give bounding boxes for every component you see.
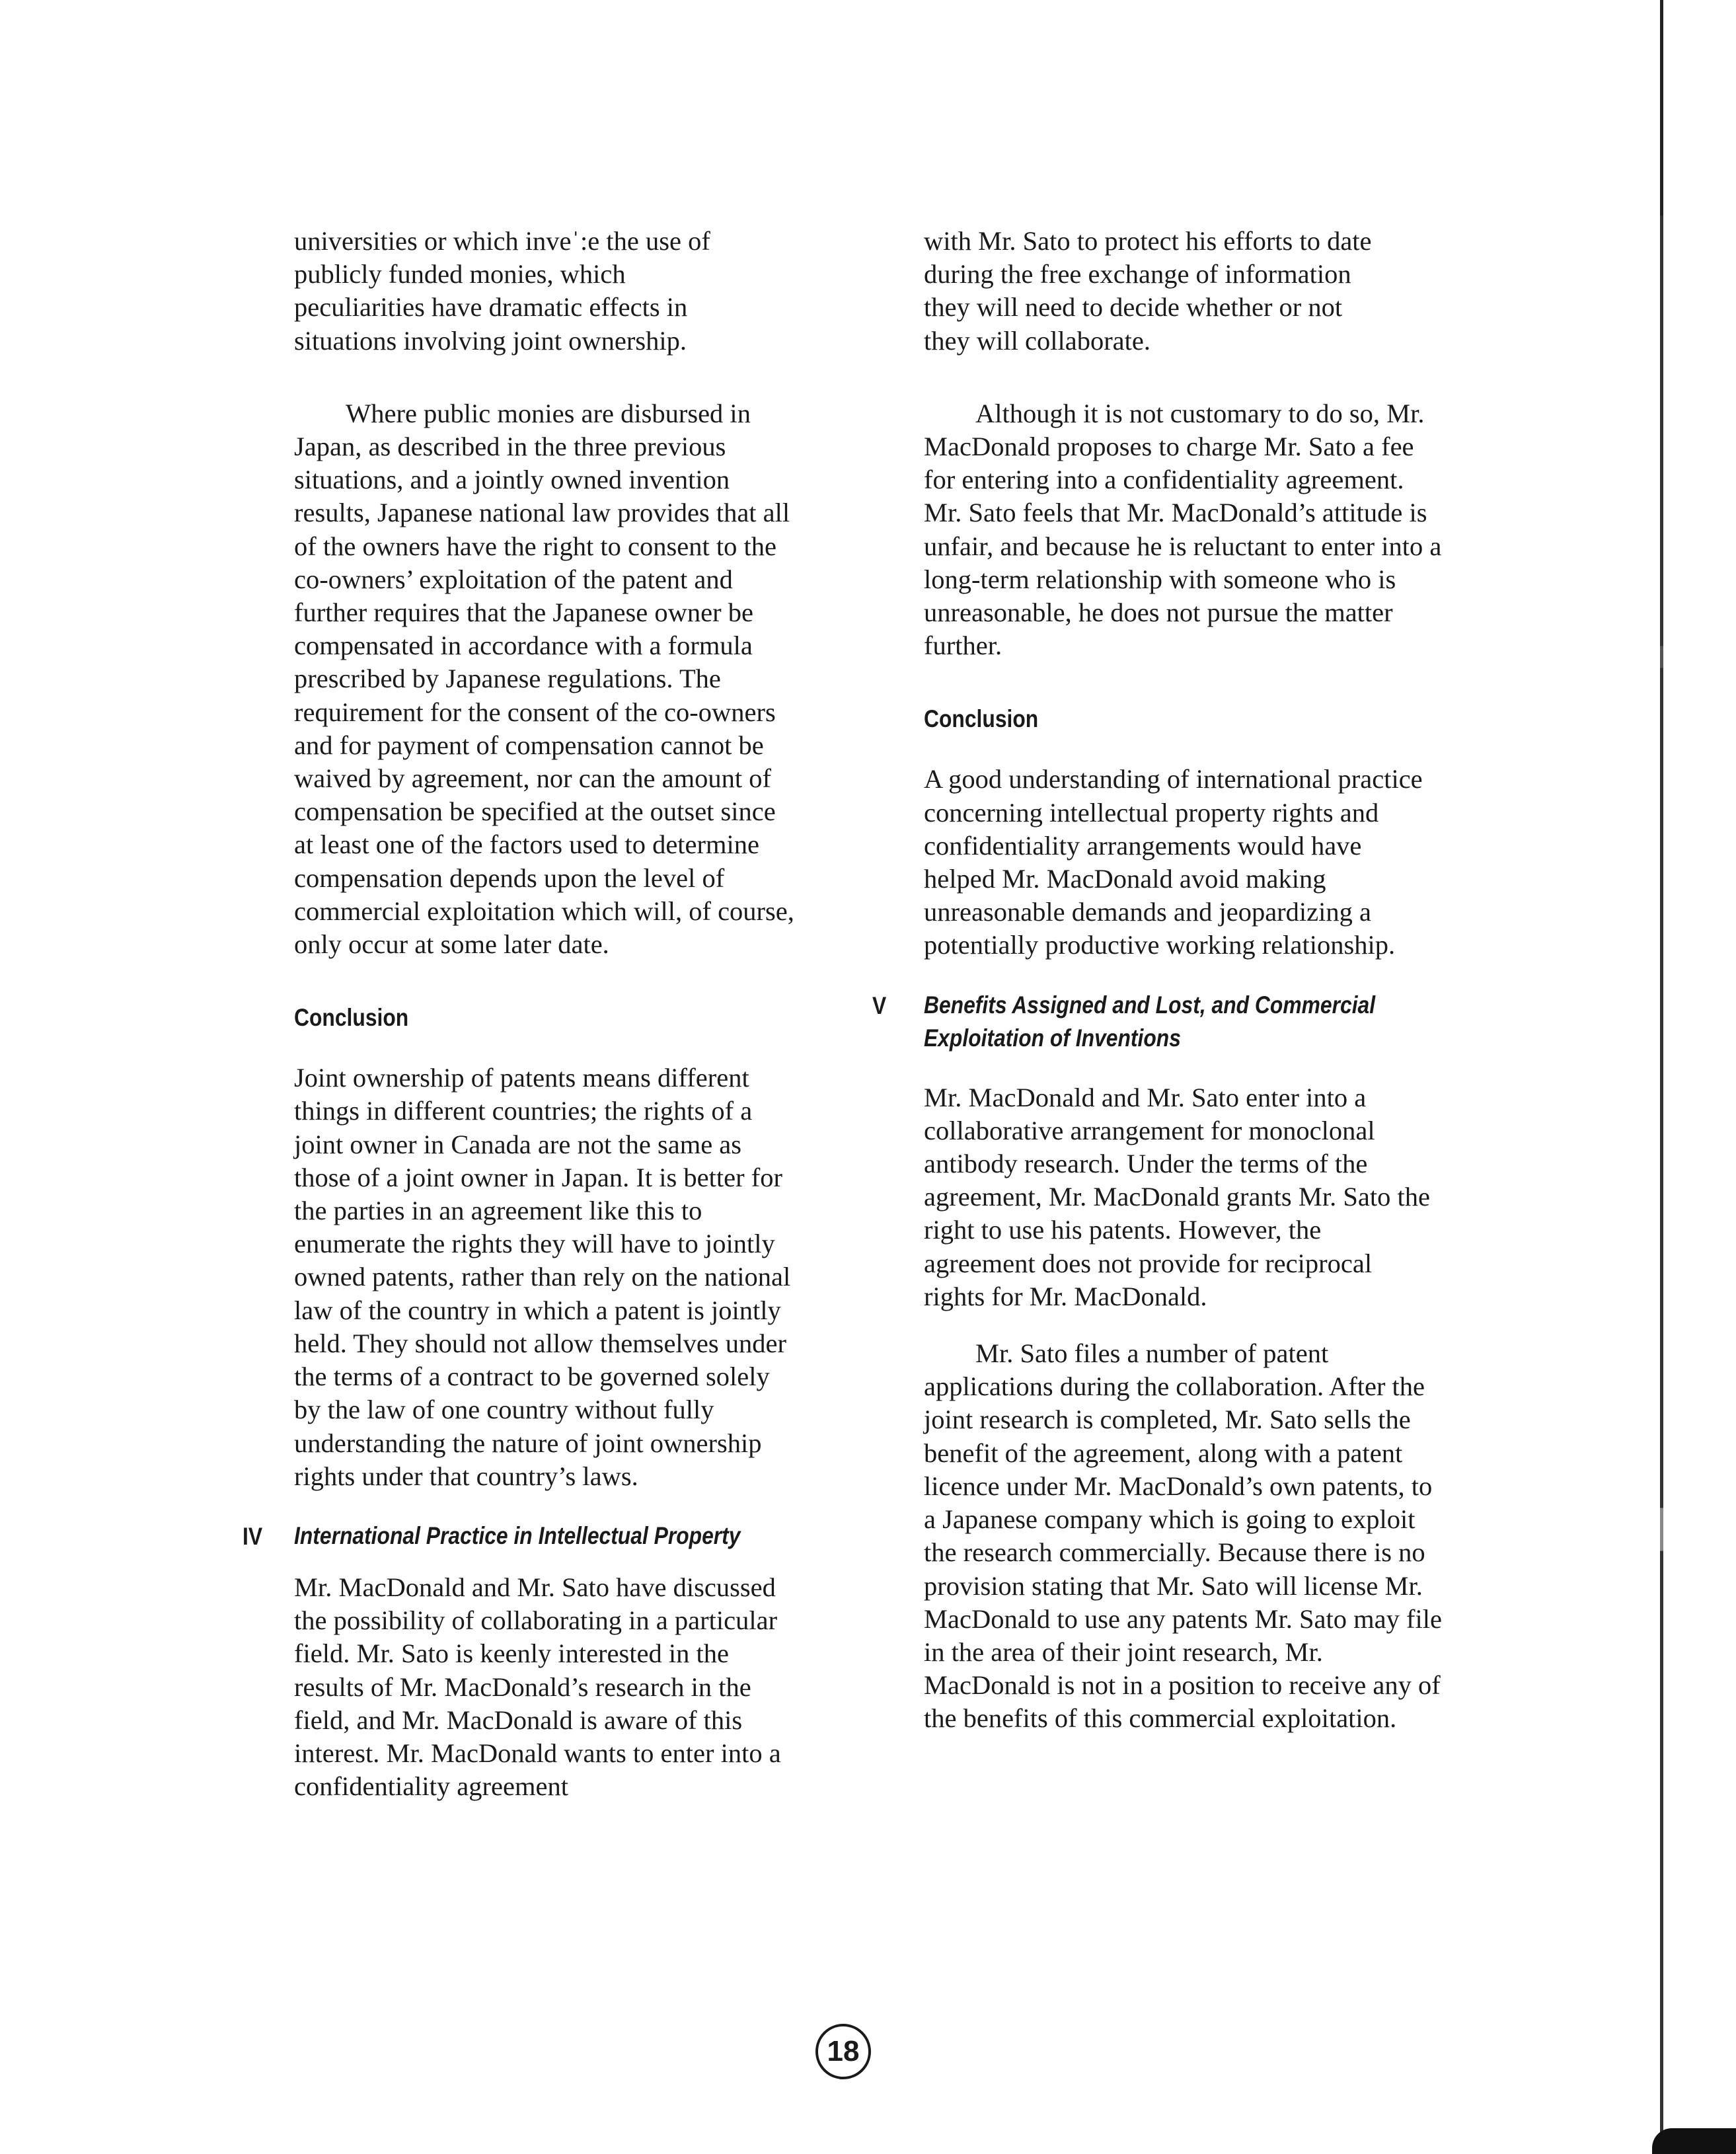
section-iv-heading — [243, 1519, 823, 1553]
left-paragraph-3: Joint ownership of patents means different things in different countries; the rights of a joint owner in Canada are not the same as those of a joint owner in Japan. It is better for the parties in an agreement like this to enumerate the rights they will have to jointly owned patents, rather than rely on the national law of the country in which a patent is jointly held. They should not allow themselves under the terms of a contract to be governed solely by the law of one country without fully understanding the nature of joint ownership rights under that country’s laws. — [294, 1063, 791, 1491]
left-column — [243, 225, 823, 1803]
scan-binding-shadow — [1652, 2128, 1736, 2154]
right-paragraph-1: with Mr. Sato to protect his efforts to date during the free exchange of information they will need to decide whether or not they will collaborate. — [924, 226, 1372, 356]
scan-binding-edge — [1660, 0, 1663, 2154]
section-v-heading — [872, 989, 1453, 1055]
right-paragraph-3: A good understanding of international practice concerning intellectual property rights and confidentiality arrangements would have helped Mr. MacDonald avoid making unreasonable demands and jeopardizing a potentially productive working relationship. — [924, 764, 1423, 960]
page-number-badge — [815, 2024, 871, 2079]
section-v-number: V — [872, 991, 887, 1019]
right-paragraph-4: Mr. MacDonald and Mr. Sato enter into a collaborative arrangement for monoclonal antibody research. Under the terms of the agreement, Mr. MacDonald grants Mr. Sato the right to use his patents. However, the agreement does not provide for reciprocal rights for Mr. MacDonald. — [924, 1082, 1430, 1311]
left-paragraph-4: Mr. MacDonald and Mr. Sato have discussed the possibility of collaborating in a particular field. Mr. Sato is keenly interested in the results of Mr. MacDonald’s research in the field, and Mr. MacDonald is aware of this interest. Mr. MacDonald wants to enter into a confidentiality agreement — [294, 1572, 781, 1802]
left-paragraph-2: Where public monies are disbursed in Japan, as described in the three previous situations, and a jointly owned invention results, Japanese national law provides that all of the owners have the right to consent to the co-owners’ exploitation of the patent and further requires that the Japanese owner be compensated in accordance with a formula prescribed by Japanese regulations. The requirement for the consent of the co-owners and for payment of compensation cannot be waived by agreement, nor can the amount of compensation be specified at the outset since at least one of the factors used to determine compensation depends upon the level of commercial exploitation which will, of course, only occur at some later date. — [294, 398, 794, 960]
right-paragraph-5: Mr. Sato files a number of patent applications during the collaboration. After the joint research is completed, Mr. Sato sells the benefit of the agreement, along with a patent licence under Mr. MacDonald’s own patents, to a Japanese company which is going to exploit the research commercially. Because there is no provision stating that Mr. Sato will license Mr. MacDonald to use any patents Mr. Sato may file in the area of their joint research, Mr. MacDonald is not in a position to receive any of the benefits of this commercial exploitation. — [924, 1338, 1442, 1734]
section-iv-title: International Practice in Intellectual Property — [294, 1521, 741, 1549]
section-iv-number: IV — [243, 1522, 263, 1550]
section-v-title: Benefits Assigned and Lost, and Commercial Exploitation of Inventions — [924, 991, 1376, 1052]
left-paragraph-1: universities or which inveˈ:e the use of publicly funded monies, which peculiarities have dramatic effects in situations involving joint ownership. — [294, 226, 710, 356]
conclusion-heading-left: Conclusion — [294, 1004, 409, 1032]
page-number-text: 18 — [827, 2035, 860, 2067]
conclusion-heading-right: Conclusion — [924, 705, 1039, 733]
right-column — [872, 225, 1453, 1736]
right-paragraph-2: Although it is not customary to do so, Mr. MacDonald proposes to charge Mr. Sato a fee for entering into a confidentiality agreement. Mr. Sato feels that Mr. MacDonald’s attitude is unfair, and because he is reluctant to enter into a long-term relationship with someone who is unreasonable, he does not pursue the matter further. — [924, 398, 1442, 661]
